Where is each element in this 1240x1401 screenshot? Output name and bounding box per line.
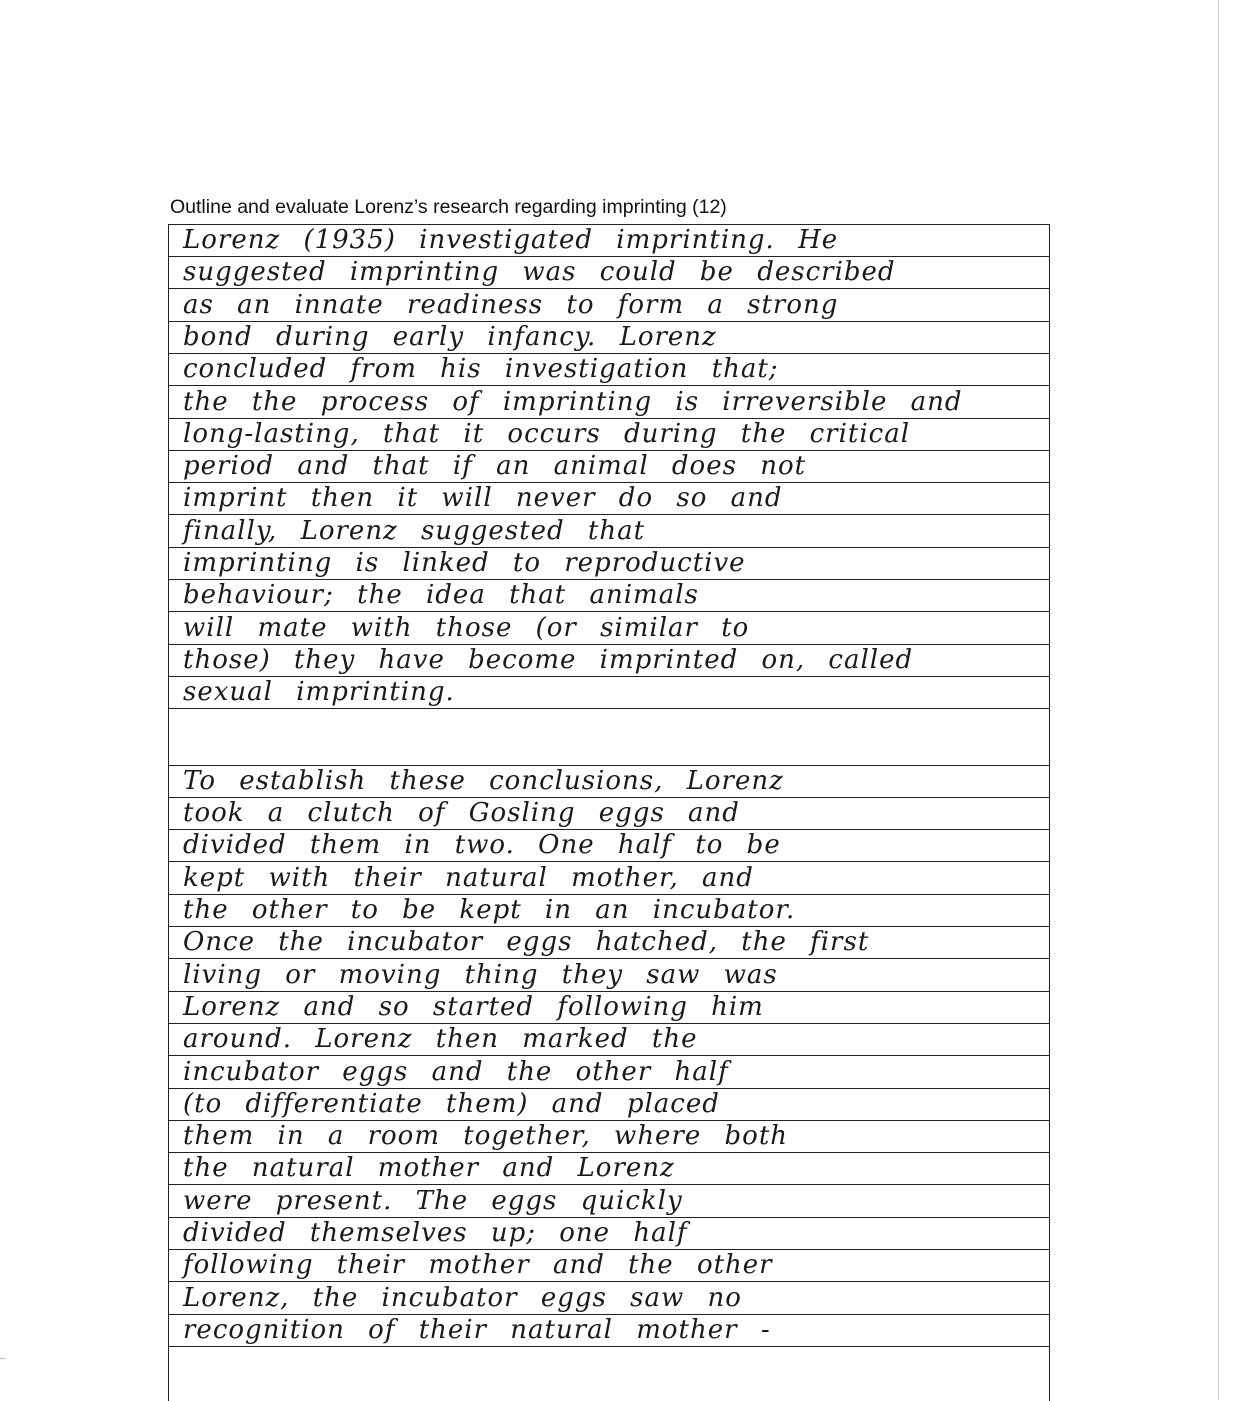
answer-line xyxy=(169,354,1049,386)
handwritten-text: behaviour; the idea that animals xyxy=(183,580,699,611)
answer-line xyxy=(169,290,1049,322)
handwritten-text: To establish these conclusions, Lorenz xyxy=(183,765,784,796)
handwritten-text: living or moving thing they saw was xyxy=(183,959,778,990)
answer-line xyxy=(169,419,1049,451)
handwritten-text: took a clutch of Gosling eggs and xyxy=(183,798,740,829)
handwritten-text: finally, Lorenz suggested that xyxy=(183,515,646,546)
handwritten-text: sexual imprinting. xyxy=(183,677,455,708)
handwritten-text: were present. The eggs quickly xyxy=(183,1185,683,1216)
answer-line xyxy=(169,677,1049,709)
handwritten-text: divided them in two. One half to be xyxy=(183,830,781,861)
handwritten-text: period and that if an animal does not xyxy=(183,451,807,482)
answer-line xyxy=(169,613,1049,645)
answer-line xyxy=(169,992,1049,1024)
handwritten-text: suggested imprinting was could be described xyxy=(183,257,896,288)
answer-line xyxy=(169,322,1049,354)
handwritten-text: bond during early infancy. Lorenz xyxy=(183,321,717,352)
answer-line xyxy=(169,766,1049,798)
answer-line xyxy=(169,645,1049,677)
handwritten-text: Lorenz (1935) investigated imprinting. He xyxy=(183,225,839,255)
answer-line xyxy=(169,830,1049,862)
handwritten-text: (to differentiate them) and placed xyxy=(183,1088,720,1119)
answer-line xyxy=(169,1153,1049,1185)
answer-line xyxy=(169,798,1049,830)
question-prompt: Outline and evaluate Lorenz’s research regarding imprinting (12) xyxy=(170,196,727,218)
answer-line xyxy=(169,927,1049,959)
handwritten-text: following their mother and the other xyxy=(183,1250,773,1281)
handwritten-text: concluded from his investigation that; xyxy=(183,354,779,385)
handwritten-text: imprint then it will never do so and xyxy=(183,483,783,514)
answer-line xyxy=(169,257,1049,289)
handwritten-text: as an innate readiness to form a strong xyxy=(183,289,839,320)
handwritten-text: Lorenz, the incubator eggs saw no xyxy=(183,1282,742,1313)
answer-line xyxy=(169,734,1049,766)
answer-line xyxy=(169,451,1049,483)
handwritten-text: will mate with those (or similar to xyxy=(183,612,750,643)
answer-line xyxy=(169,895,1049,927)
handwritten-text: recognition of their natural mother - xyxy=(183,1314,771,1345)
answer-line xyxy=(169,548,1049,580)
answer-line xyxy=(169,580,1049,612)
answer-line xyxy=(169,1315,1049,1347)
answer-line xyxy=(169,516,1049,548)
handwritten-text: long-lasting, that it occurs during the critical xyxy=(183,418,911,449)
answer-line xyxy=(169,1089,1049,1121)
handwritten-text: imprinting is linked to reproductive xyxy=(183,548,746,578)
handwritten-text: kept with their natural mother, and xyxy=(183,862,754,893)
handwritten-text: around. Lorenz then marked the xyxy=(183,1024,698,1055)
handwritten-text: divided themselves up; one half xyxy=(183,1218,688,1248)
answer-line xyxy=(169,1057,1049,1089)
margin-tick xyxy=(0,1358,6,1359)
handwritten-text: the other to be kept in an incubator. xyxy=(183,895,796,925)
answer-line xyxy=(169,225,1049,257)
answer-line xyxy=(169,1218,1049,1250)
handwritten-text: incubator eggs and the other half xyxy=(183,1056,729,1087)
answer-line xyxy=(169,1186,1049,1218)
answer-line xyxy=(169,1121,1049,1153)
handwritten-text: Lorenz and so started following him xyxy=(183,991,764,1022)
page-edge-rule xyxy=(1218,0,1219,1400)
answer-line xyxy=(169,960,1049,992)
handwritten-text: the natural mother and Lorenz xyxy=(183,1153,675,1184)
answer-line xyxy=(169,863,1049,895)
answer-sheet xyxy=(168,224,1050,1401)
handwritten-text: those) they have become imprinted on, called xyxy=(183,644,914,675)
answer-line xyxy=(169,483,1049,515)
answer-line xyxy=(169,1250,1049,1282)
answer-line xyxy=(169,1024,1049,1056)
answer-line xyxy=(169,1283,1049,1315)
handwritten-text: Once the incubator eggs hatched, the first xyxy=(183,927,870,958)
answer-line xyxy=(169,387,1049,419)
handwritten-text: them in a room together, where both xyxy=(183,1121,789,1152)
handwritten-text: the the process of imprinting is irreversible and xyxy=(183,386,963,417)
